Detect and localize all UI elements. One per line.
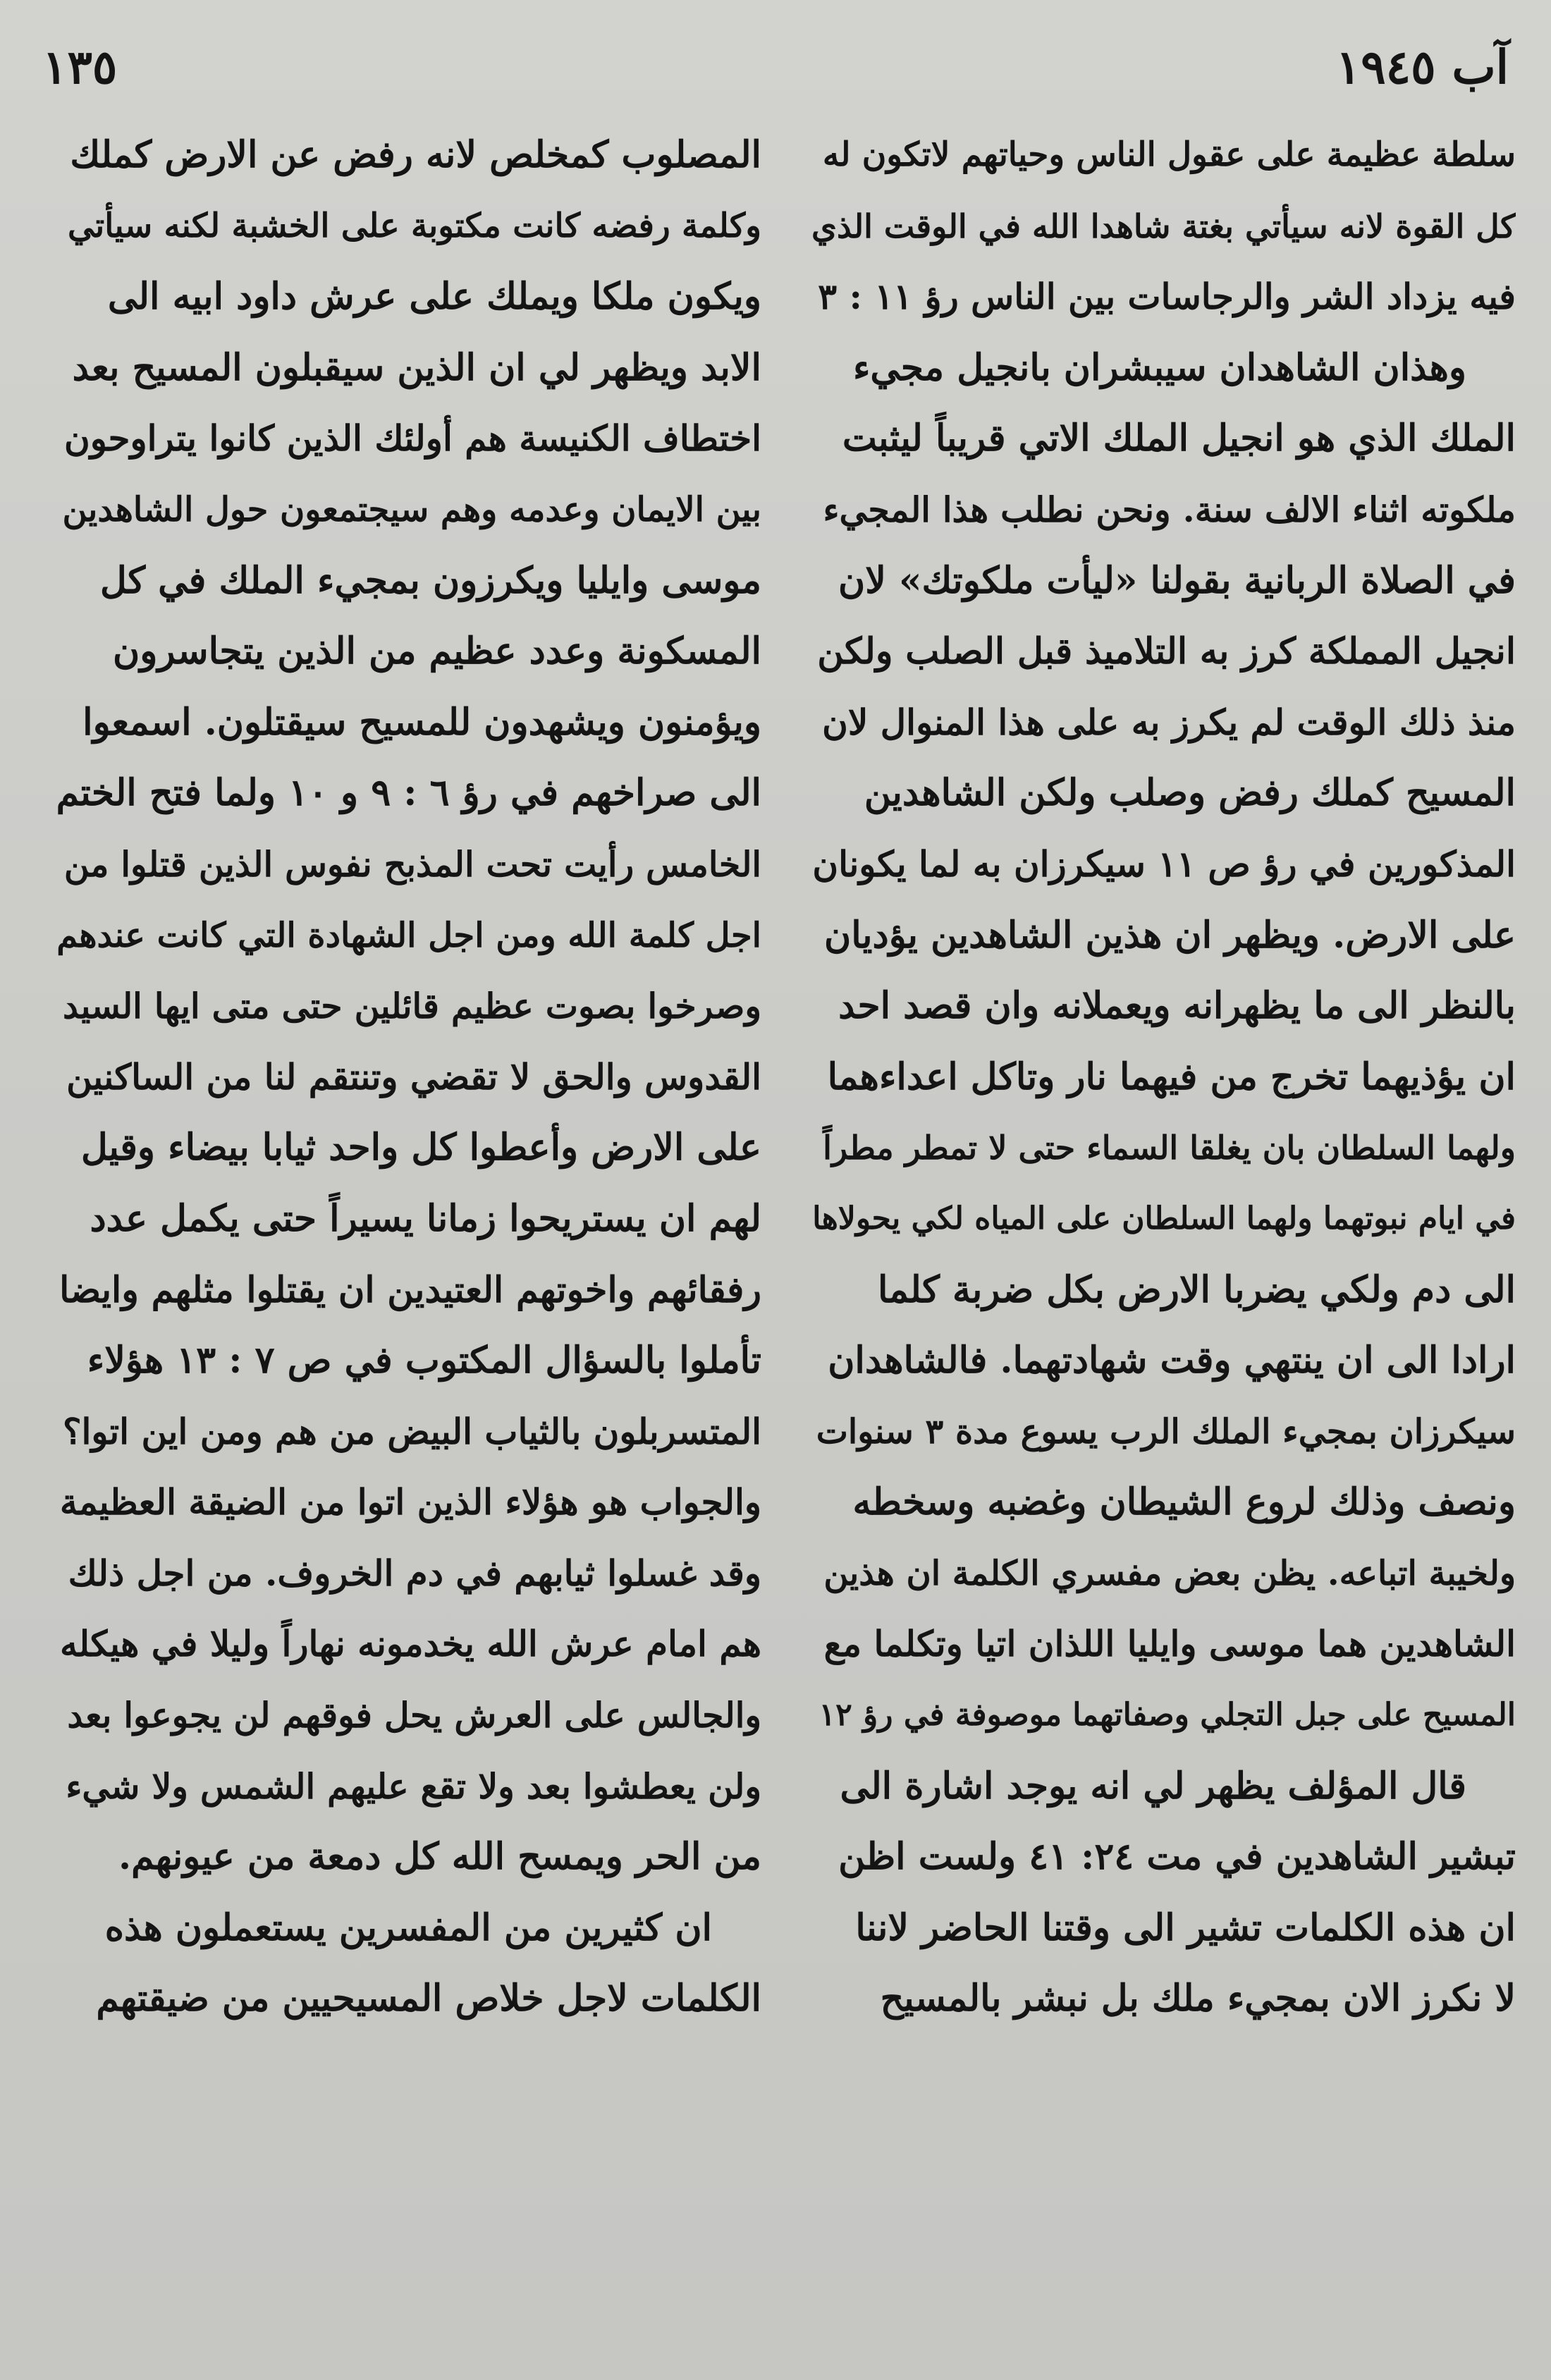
text-line: الخامس رأيت تحت المذبح نفوس الذين قتلوا من (63, 843, 761, 885)
text-column-left (56, 120, 761, 2035)
text-line: والجواب هو هؤلاء الذين اتوا من الضيقة العظيمة (59, 1481, 761, 1523)
text-line: وكلمة رفضه كانت مكتوبة على الخشبة لكنه سيأتي (67, 206, 761, 245)
text-line: منذ ذلك الوقت لم يكرز به على هذا المنوال لان (822, 701, 1516, 743)
text-line: اجل كلمة الله ومن اجل الشهادة التي كانت عندهم (56, 915, 761, 955)
text-line: ويكون ملكا ويملك على عرش داود ابيه الى (107, 275, 761, 319)
text-line: ارادا الى ان ينتهي وقت شهادتهما. فالشاهدان (828, 1339, 1516, 1382)
text-line: ويؤمنون ويشهدون للمسيح سيقتلون. اسمعوا (82, 700, 761, 744)
text-line: لهم ان يستريحوا زمانا يسيراً حتى يكمل عدد (90, 1196, 761, 1240)
text-line: تأملوا بالسؤال المكتوب في ص ٧ : ١٣ هؤلاء (87, 1339, 761, 1382)
text-line: على الارض. ويظهر ان هذين الشاهدين يؤديان (824, 913, 1516, 957)
text-line: ملكوته اثناء الالف سنة. ونحن نطلب هذا المجيء (823, 489, 1516, 530)
text-line: ان هذه الكلمات تشير الى وقتنا الحاضر لاننا (855, 1906, 1516, 1949)
text-line: وقد غسلوا ثيابهم في دم الخروف. من اجل ذلك (68, 1552, 761, 1594)
text-line: انجيل المملكة كرز به التلاميذ قبل الصلب ولكن (817, 630, 1516, 673)
text-line: اختطاف الكنيسة هم أولئك الذين كانوا يتراوحون (64, 417, 761, 460)
text-line: وهذان الشاهدان سيبشران بانجيل مجيء (852, 345, 1466, 389)
text-line: موسى وايليا ويكرزون بمجيء الملك في كل (99, 558, 761, 602)
text-line: ولن يعطشوا بعد ولا تقع عليهم الشمس ولا شيء (66, 1765, 761, 1807)
page-header (42, 31, 1509, 109)
text-column-right (811, 120, 1516, 2035)
text-line: المتسربلون بالثياب البيض من هم ومن اين اتوا؟ (62, 1410, 761, 1452)
text-line: ولخيبة اتباعه. يظن بعض مفسري الكلمة ان هذين (823, 1553, 1516, 1593)
text-line: المسكونة وعدد عظيم من الذين يتجاسرون (113, 630, 761, 673)
text-line: بالنظر الى ما يظهرانه ويعملانه وان قصد احد (838, 984, 1516, 1028)
text-line: الابد ويظهر لي ان الذين سيقبلون المسيح بعد (72, 345, 761, 389)
text-line: الشاهدين هما موسى وايليا اللذان اتيا وتكلما مع (823, 1623, 1516, 1665)
text-line: الكلمات لاجل خلاص المسيحيين من ضيقتهم (96, 1977, 761, 2020)
text-line: رفقائهم واخوتهم العتيدين ان يقتلوا مثلهم وايضا (59, 1268, 761, 1311)
text-line: من الحر ويمسح الله كل دمعة من عيونهم. (118, 1835, 761, 1879)
text-line: الملك الذي هو انجيل الملك الاتي قريباً ليثبت (842, 417, 1516, 460)
text-line: ان كثيرين من المفسرين يستعملون هذه (104, 1906, 712, 1949)
text-line: الى صراخهم في رؤ ٦ : ٩ و ١٠ ولما فتح الختم (56, 771, 761, 815)
text-line: فيه يزداد الشر والرجاسات بين الناس رؤ ١١ : ٣ (818, 276, 1516, 318)
text-line: ان يؤذيهما تخرج من فيهما نار وتاكل اعداءهما (827, 1055, 1516, 1098)
text-line: قال المؤلف يظهر لي انه يوجد اشارة الى (840, 1764, 1466, 1808)
page-number: ١٣٥ (42, 39, 118, 94)
text-line: في الصلاة الربانية بقولنا «ليأت ملكوتك» لان (838, 558, 1516, 602)
text-line: المصلوب كمخلص لانه رفض عن الارض كملك (70, 133, 761, 176)
text-line: على الارض وأعطوا كل واحد ثيابا بيضاء وقيل (81, 1126, 761, 1170)
text-line: تبشير الشاهدين في مت ٢٤: ٤١ ولست اظن (838, 1835, 1516, 1879)
text-line: المسيح كملك رفض وصلب ولكن الشاهدين (864, 771, 1516, 815)
text-line: كل القوة لانه سيأتي بغتة شاهدا الله في الوقت الذي (811, 207, 1516, 245)
text-line: والجالس على العرش يحل فوقهم لن يجوعوا بعد (67, 1695, 761, 1736)
text-line: المذكورين في رؤ ص ١١ سيكرزان به لما يكونان (812, 842, 1516, 885)
text-line: ونصف وذلك لروع الشيطان وغضبه وسخطه (852, 1480, 1516, 1524)
text-line: سيكرزان بمجيء الملك الرب يسوع مدة ٣ سنوات (816, 1411, 1516, 1452)
text-line: المسيح على جبل التجلي وصفاتهما موصوفة في رؤ ١٢ (819, 1697, 1516, 1734)
text-line: وصرخوا بصوت عظيم قائلين حتى متى ايها السيد (63, 986, 761, 1027)
text-line: لا نكرز الان بمجيء ملك بل نبشر بالمسيح (880, 1977, 1516, 2020)
text-line: بين الايمان وعدمه وهم سيجتمعون حول الشاهدين (62, 489, 761, 529)
text-line: هم امام عرش الله يخدمونه نهاراً وليلا في هيكله (59, 1623, 761, 1665)
text-line: الى دم ولكي يضربا الارض بكل ضربة كلما (877, 1268, 1516, 1311)
text-line: ولهما السلطان بان يغلقا السماء حتى لا تمطر مطراً (823, 1129, 1516, 1167)
text-line: القدوس والحق لا تقضي وتنتقم لنا من الساكنين (66, 1055, 761, 1098)
text-line: سلطة عظيمة على عقول الناس وحياتهم لاتكون له (822, 135, 1516, 174)
text-line: في ايام نبوتهما ولهما السلطان على المياه لكي يحولاها (812, 1200, 1516, 1237)
running-head-date: آب ١٩٤٥ (1335, 39, 1509, 94)
